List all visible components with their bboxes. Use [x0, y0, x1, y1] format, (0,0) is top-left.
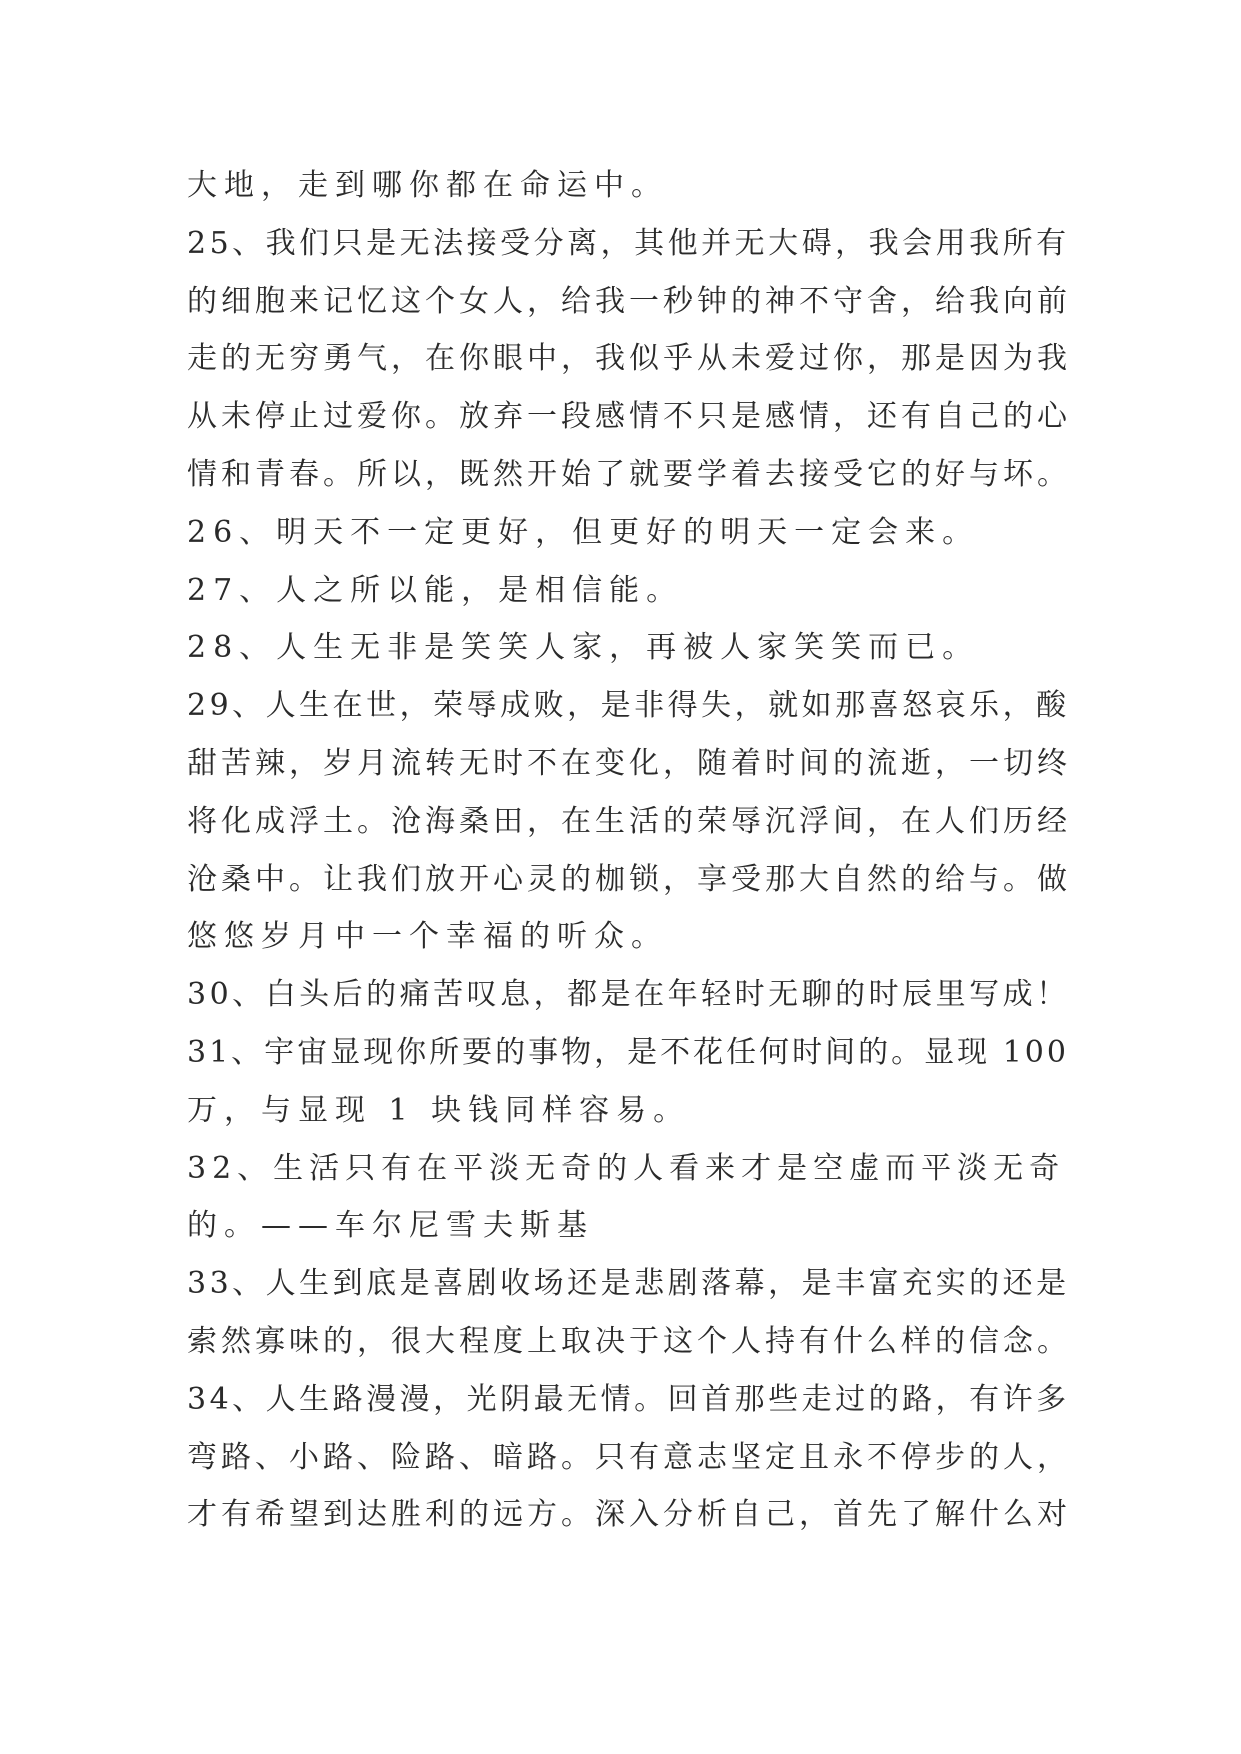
text-line: 万，与显现 1 块钱同样容易。 [187, 1092, 691, 1128]
text-line: 甜苦辣，岁月流转无时不在变化，随着时间的流逝，一切终 [187, 745, 1071, 781]
text-line: 26、明天不一定更好，但更好的明天一定会来。 [187, 514, 980, 550]
text-line: 情和青春。所以，既然开始了就要学着去接受它的好与坏。 [187, 456, 1071, 492]
text-line: 才有希望到达胜利的远方。深入分析自己，首先了解什么对 [187, 1497, 1071, 1533]
text-line: 31、宇宙显现你所要的事物，是不花任何时间的。显现 100 [187, 1034, 1069, 1070]
text-line: 弯路、小路、险路、暗路。只有意志坚定且永不停步的人， [187, 1439, 1071, 1475]
text-line: 索然寡味的，很大程度上取决于这个人持有什么样的信念。 [187, 1323, 1071, 1359]
text-line: 的细胞来记忆这个女人，给我一秒钟的神不守舍，给我向前 [187, 283, 1071, 319]
document-body [187, 157, 1077, 1544]
text-line: 29、人生在世，荣辱成败，是非得失，就如那喜怒哀乐，酸 [187, 688, 1070, 724]
text-line: 28、人生无非是笑笑人家，再被人家笑笑而已。 [187, 630, 980, 666]
text-line: 33、人生到底是喜剧收场还是悲剧落幕，是丰富充实的还是 [187, 1266, 1070, 1302]
text-line: 32、生活只有在平淡无奇的人看来才是空虚而平淡无奇 [187, 1150, 1066, 1186]
text-line: 25、我们只是无法接受分离，其他并无大碍，我会用我所有 [187, 225, 1070, 261]
text-line: 从未停止过爱你。放弃一段感情不只是感情，还有自己的心 [187, 399, 1071, 435]
text-line: 27、人之所以能，是相信能。 [187, 572, 684, 608]
text-line: 沧桑中。让我们放开心灵的枷锁，享受那大自然的给与。做 [187, 861, 1071, 897]
text-line: 将化成浮土。沧海桑田，在生活的荣辱沉浮间，在人们历经 [187, 803, 1071, 839]
text-line: 34、人生路漫漫，光阴最无情。回首那些走过的路，有许多 [187, 1381, 1070, 1417]
text-line: 悠悠岁月中一个幸福的听众。 [187, 919, 668, 955]
text-line: 走的无穷勇气，在你眼中，我似乎从未爱过你，那是因为我 [187, 341, 1071, 377]
text-line: 30、白头后的痛苦叹息，都是在年轻时无聊的时辰里写成！ [187, 977, 1070, 1013]
text-line: 的。——车尔尼雪夫斯基 [187, 1208, 594, 1244]
text-line: 大地，走到哪你都在命运中。 [187, 168, 668, 203]
